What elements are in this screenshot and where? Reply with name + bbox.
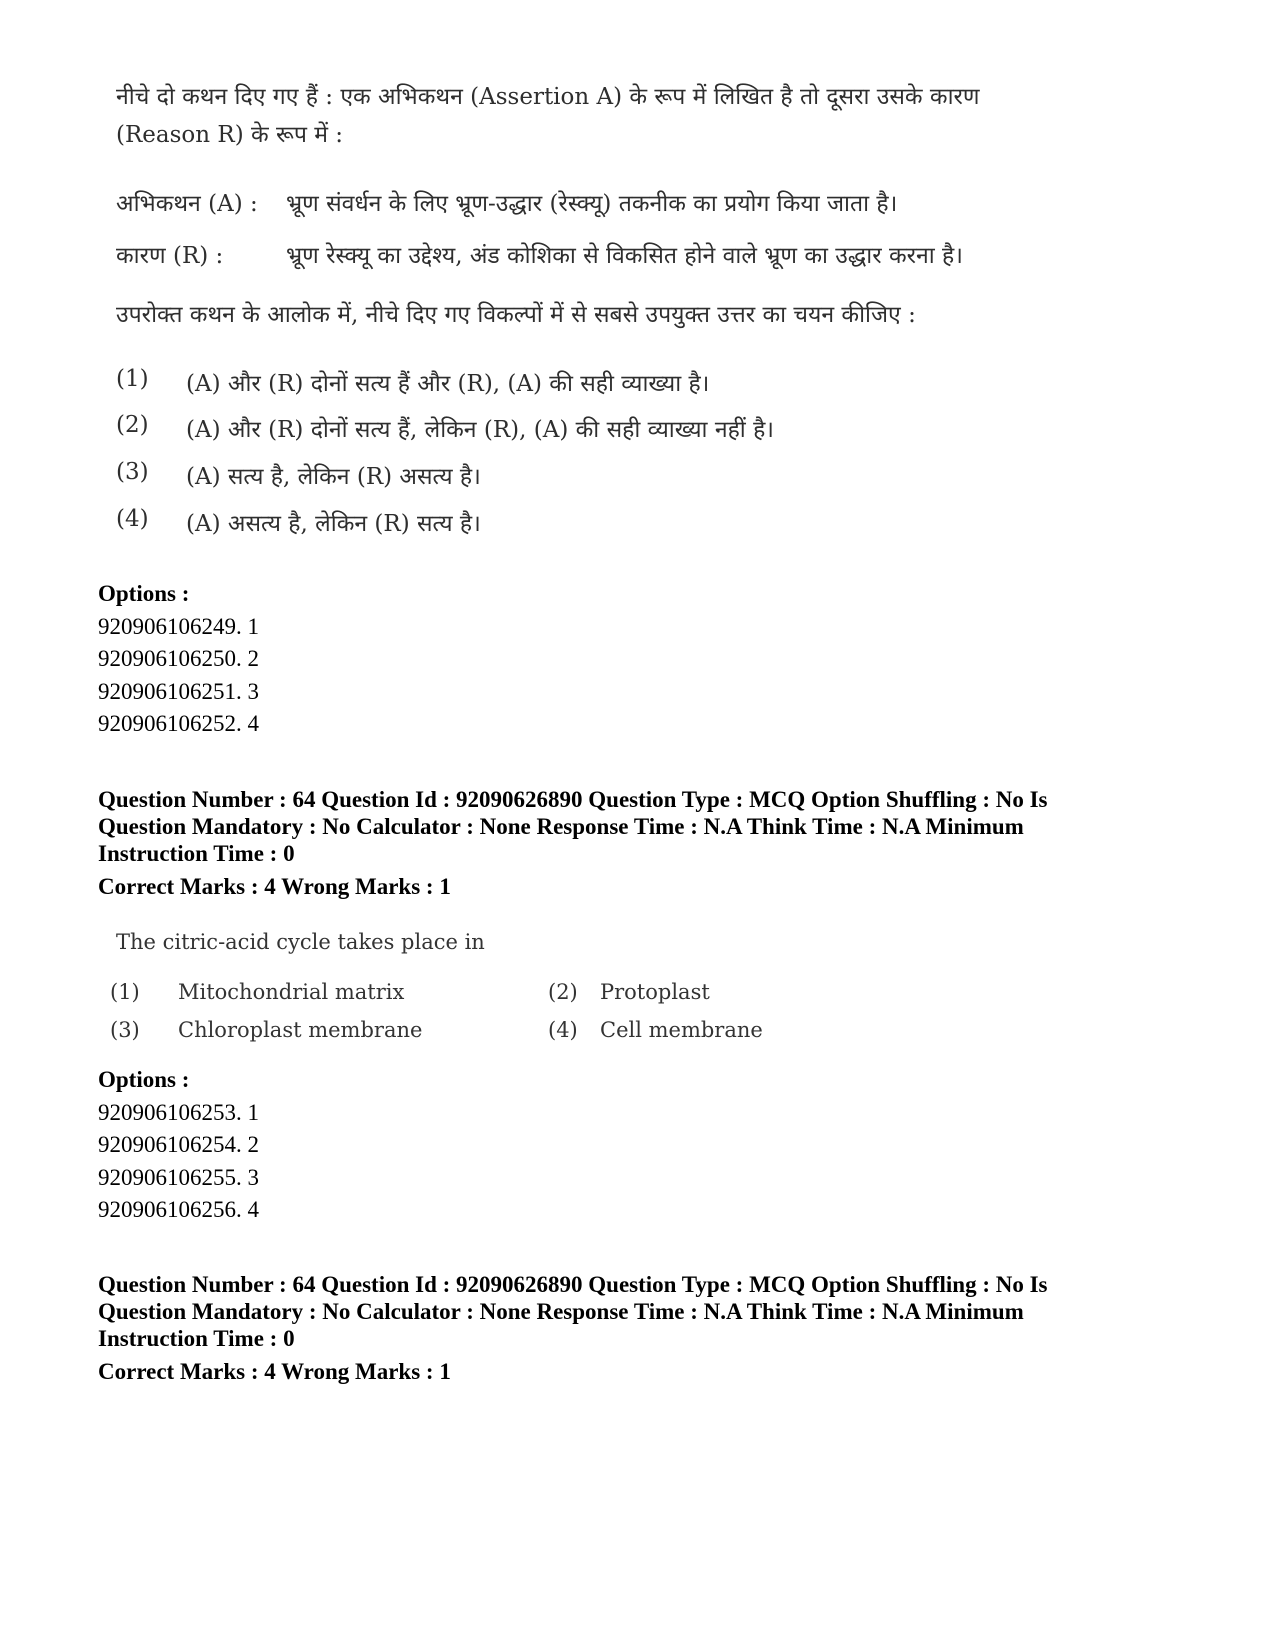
options-heading: Options : — [98, 1067, 190, 1092]
q63-reason-text: भ्रूण रेस्क्यू का उद्देश्य, अंड कोशिका से विकसित होने वाले भ्रूण का उद्धार करना है। — [286, 243, 963, 269]
q63-assertion-label: अभिकथन (A) : — [116, 191, 258, 217]
option-id: 920906106252. 4 — [98, 711, 259, 736]
q63-intro-line2: (Reason R) के रूप में : — [116, 122, 344, 148]
meta-line: Question Mandatory : No Calculator : None Response Time : N.A Think Time : N.A Minimum — [98, 1299, 1024, 1324]
meta-line: Question Mandatory : No Calculator : None Response Time : N.A Think Time : N.A Minimum — [98, 814, 1024, 839]
q64-repeat-metadata — [98, 1271, 1178, 1385]
question-64-image — [100, 930, 820, 1070]
marks-line: Correct Marks : 4 Wrong Marks : 1 — [98, 874, 451, 899]
q64-choice-text: Cell membrane — [600, 1018, 763, 1042]
option-id: 920906106255. 3 — [98, 1164, 259, 1190]
q64-metadata — [98, 786, 1178, 900]
q64-choice-number: (3) — [110, 1018, 140, 1042]
q63-instruction: उपरोक्त कथन के आलोक में, नीचे दिए गए विकल्पों में से सबसे उपयुक्त उत्तर का चयन कीजिए : — [116, 302, 916, 328]
marks-line: Correct Marks : 4 Wrong Marks : 1 — [98, 1359, 451, 1384]
q64-options-block — [98, 1064, 259, 1227]
q64-choice-text: Protoplast — [600, 980, 710, 1004]
q63-options-block — [98, 578, 259, 741]
q63-choice-text: (A) असत्य है, लेकिन (R) सत्य है। — [186, 511, 481, 537]
option-id: 920906106253. 1 — [98, 1099, 259, 1125]
q63-choice-number: (1) — [116, 366, 149, 392]
option-id: 920906106256. 4 — [98, 1197, 259, 1222]
q63-choice-text: (A) सत्य है, लेकिन (R) असत्य है। — [186, 464, 481, 490]
q63-intro-line1: नीचे दो कथन दिए गए हैं : एक अभिकथन (Assertion A) के रूप में लिखित है तो दूसरा उसके कारण — [116, 84, 980, 110]
q64-stem: The citric-acid cycle takes place in — [116, 930, 485, 954]
q64-choice-number: (1) — [110, 980, 140, 1004]
q63-choice-text: (A) और (R) दोनों सत्य हैं और (R), (A) की सही व्याख्या है। — [186, 371, 710, 397]
q63-assertion-text: भ्रूण संवर्धन के लिए भ्रूण-उद्धार (रेस्क्यू) तकनीक का प्रयोग किया जाता है। — [286, 191, 898, 217]
option-id: 920906106249. 1 — [98, 613, 259, 639]
q63-choice-number: (4) — [116, 506, 149, 532]
q63-choice-number: (3) — [116, 459, 149, 485]
q63-choice-text: (A) और (R) दोनों सत्य हैं, लेकिन (R), (A) की सही व्याख्या नहीं है। — [186, 417, 775, 443]
q64-choice-text: Mitochondrial matrix — [178, 980, 405, 1004]
meta-line: Instruction Time : 0 — [98, 1326, 295, 1351]
q64-choice-number: (4) — [548, 1018, 578, 1042]
option-id: 920906106254. 2 — [98, 1132, 259, 1157]
option-id: 920906106251. 3 — [98, 678, 259, 704]
question-63-image — [108, 78, 1088, 558]
meta-line: Question Number : 64 Question Id : 92090626890 Question Type : MCQ Option Shuffling : No Is — [98, 1272, 1048, 1297]
q63-choice-number: (2) — [116, 412, 149, 438]
q63-reason-label: कारण (R) : — [116, 243, 224, 269]
options-heading: Options : — [98, 581, 190, 606]
q64-choice-text: Chloroplast membrane — [178, 1018, 423, 1042]
meta-line: Question Number : 64 Question Id : 92090626890 Question Type : MCQ Option Shuffling : No Is — [98, 787, 1048, 812]
meta-line: Instruction Time : 0 — [98, 841, 295, 866]
q64-choice-number: (2) — [548, 980, 578, 1004]
option-id: 920906106250. 2 — [98, 646, 259, 671]
